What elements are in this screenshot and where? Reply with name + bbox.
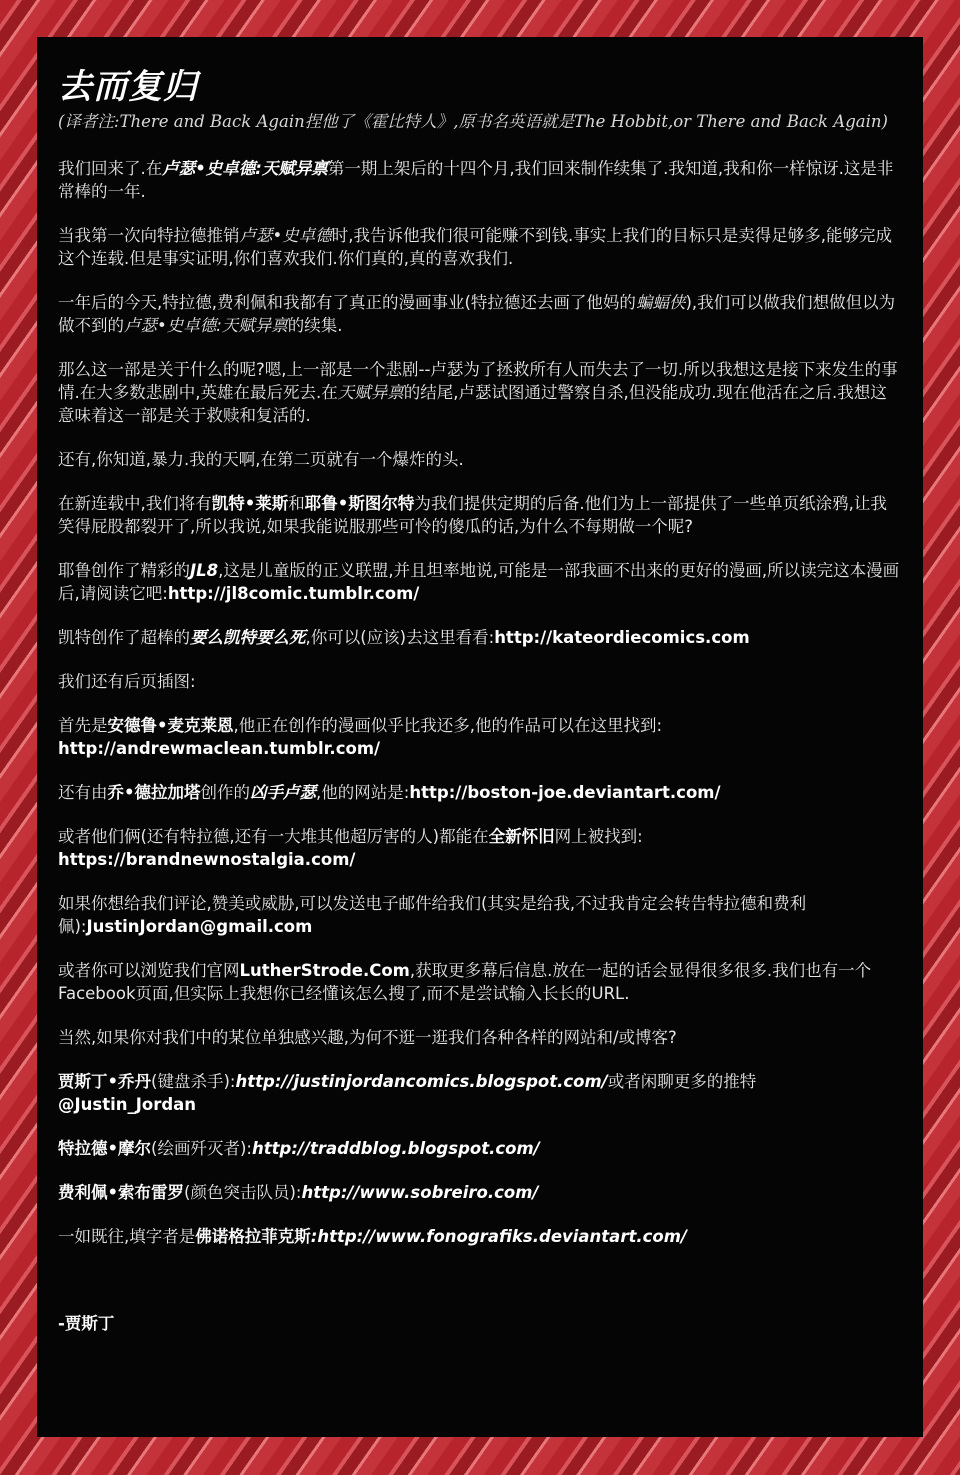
paragraph-18: 费利佩•索布雷罗(颜色突击队员):http://www.sobreiro.com/ [58,1183,539,1202]
person-name: 贾斯丁•乔丹 [58,1072,152,1091]
paragraph-14: 或者你可以浏览我们官网LutherStrode.Com,获取更多幕后信息.放在一起的话会显得很多很多.我们也有一个Facebook页面,但实际上我想你已经懂该怎么搜了,而不是尝试输入长长的URL. [58,961,872,1003]
person-name: 费利佩•索布雷罗 [58,1183,185,1202]
person-name: 乔•德拉加塔 [107,783,201,802]
brandnewnostalgia-link[interactable]: https://brandnewnostalgia.com/ [58,850,356,869]
paragraph-3: 一年后的今天,特拉德,费利佩和我都有了真正的漫画事业(特拉德还去画了他妈的蝙蝠侠),我们可以做我们想做但以为做不到的卢瑟•史卓德:天赋异禀的续集. [58,293,896,335]
paragraph-17: 特拉德•摩尔(绘画歼灭者):http://traddblog.blogspot.com/ [58,1139,540,1158]
paragraph-1: 我们回来了.在卢瑟•史卓德:天赋异禀第一期上架后的十四个月,我们回来制作续集了.我知道,我和你一样惊讶.这是非常棒的一年. [58,159,894,201]
paragraph-16: 贾斯丁•乔丹(键盘杀手):http://justinjordancomics.blogspot.com/或者闲聊更多的推特 @Justin_Jordan [58,1072,757,1114]
person-name: 特拉德•摩尔 [58,1139,152,1158]
book-title: 卢瑟•史卓德:天赋异禀 [162,159,328,178]
kateordie-link[interactable]: http://kateordiecomics.com [494,628,750,647]
book-title: 凶手卢瑟 [250,783,317,802]
paragraph-6: 在新连载中,我们将有凯特•莱斯和耶鲁•斯图尔特为我们提供定期的后备.他们为上一部提供了一些单页纸涂鸦,让我笑得屁股都裂开了,所以我说,如果我能说服那些可怜的傻瓜的话,为什么不每期做一个呢? [58,494,887,536]
email-link[interactable]: JustinJordan@gmail.com [86,917,313,936]
site-name: 全新怀旧 [488,827,555,846]
person-name: 凯特•莱斯 [211,494,289,513]
paragraph-5: 还有,你知道,暴力.我的天啊,在第二页就有一个爆炸的头. [58,450,464,469]
paragraph-7: 耶鲁创作了精彩的JL8,这是儿童版的正义联盟,并且坦率地说,可能是一部我画不出来的更好的漫画,所以读完这本漫画后,请阅读它吧:http://jl8comic.tumblr.com/ [58,561,900,603]
andrewmaclean-link[interactable]: http://andrewmaclean.tumblr.com/ [58,739,381,758]
person-name: 佛诺格拉菲克斯 [195,1227,311,1246]
translator-note: (译者注:There and Back Again捏他了《霍比特人》,原书名英语就是The Hobbit,or There and Back Again) [58,112,888,131]
official-site-link[interactable]: LutherStrode.Com [239,961,410,980]
paragraph-2: 当我第一次向特拉德推销卢瑟•史卓德时,我告诉他我们很可能赚不到钱.事实上我们的目标只是卖得足够多,能够完成这个连载.但是事实证明,你们喜欢我们.你们真的,真的喜欢我们. [58,226,892,268]
boston-joe-link[interactable]: http://boston-joe.deviantart.com/ [409,783,721,802]
paragraph-11: 还有由乔•德拉加塔创作的凶手卢瑟,他的网站是:http://boston-joe.deviantart.com/ [58,783,721,802]
book-title: 要么凯特要么死 [190,628,306,647]
paragraph-10: 首先是安德鲁•麦克莱恩,他正在创作的漫画似乎比我还多,他的作品可以在这里找到: http://andrewmaclean.tumblr.com/ [58,716,663,758]
paragraph-8: 凯特创作了超棒的要么凯特要么死,你可以(应该)去这里看看:http://kateordiecomics.com [58,628,750,647]
letter-panel [37,37,923,1437]
paragraph-19: 一如既往,填字者是佛诺格拉菲克斯:http://www.fonografiks.deviantart.com/ [58,1227,687,1246]
paragraph-15: 当然,如果你对我们中的某位单独感兴趣,为何不逛一逛我们各种各样的网站和/或博客? [58,1028,677,1047]
page-title: 去而复归 [58,67,198,107]
paragraph-13: 如果你想给我们评论,赞美或威胁,可以发送电子邮件给我们(其实是给我,不过我肯定会转告特拉德和费利佩):JustinJordan@gmail.com [58,894,807,936]
twitter-handle[interactable]: @Justin_Jordan [58,1095,197,1114]
jl8-link[interactable]: http://jl8comic.tumblr.com/ [167,584,420,603]
blog-link[interactable]: http://traddblog.blogspot.com/ [251,1139,540,1158]
paragraph-4: 那么这一部是关于什么的呢?嗯,上一部是一个悲剧--卢瑟为了拯救所有人而失去了一切.所以我想这是接下来发生的事情.在大多数悲剧中,英雄在最后死去.在天赋异禀的结尾,卢瑟试图通过警察自杀,但没能成功.现在他活在之后.我想这意味着这一部是关于救赎和复活的. [58,360,898,425]
book-title: JL8 [190,561,219,580]
book-title: 卢瑟•史卓德 [239,226,332,245]
blog-link[interactable]: http://justinjordancomics.blogspot.com/ [235,1072,608,1091]
person-name: 耶鲁•斯图尔特 [304,494,415,513]
person-name: 安德鲁•麦克莱恩 [107,716,234,735]
website-link[interactable]: http://www.sobreiro.com/ [301,1183,539,1202]
book-title: 天赋异禀 [337,383,404,402]
paragraph-9: 我们还有后页插图: [58,672,196,691]
website-link[interactable]: :http://www.fonografiks.deviantart.com/ [310,1227,687,1246]
paragraph-12: 或者他们俩(还有特拉德,还有一大堆其他超厉害的人)都能在全新怀旧网上被找到: https://brandnewnostalgia.com/ [58,827,643,869]
signature: -贾斯丁 [58,1314,115,1333]
book-title: 蝙蝠侠 [635,293,686,312]
book-title: 卢瑟•史卓德:天赋异禀 [124,316,288,335]
